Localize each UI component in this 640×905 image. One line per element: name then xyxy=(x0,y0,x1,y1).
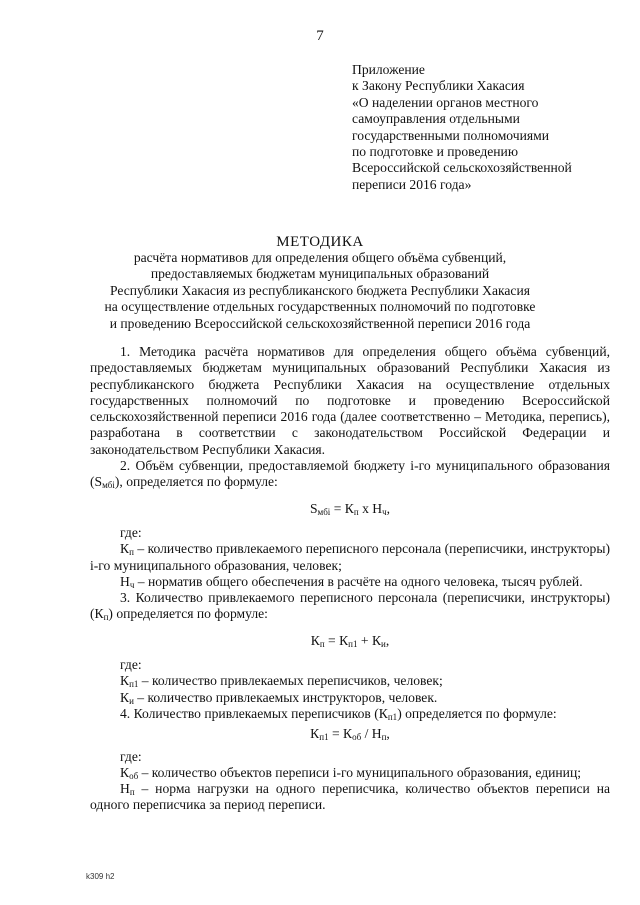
subtitle-line: предоставляемых бюджетам муниципальных образований xyxy=(150,266,490,282)
document-title: МЕТОДИКА xyxy=(276,234,364,250)
paragraph-3: 3. Количество привлекаемого переписного персонала (переписчики, инструкторы) $(К_п)$ определяется по формуле: xyxy=(90,590,610,623)
footer-code: k309 h2 xyxy=(86,872,115,881)
subtitle-line: расчёта нормативов для определения общего объёма субвенций, xyxy=(133,250,507,265)
appendix-line: «О наделении органов местного xyxy=(352,94,539,110)
definition-kp: $К_п$ – количество привлекаемого переписного персонала (переписчики, инструкторы) i-го муниципального образования, человек; xyxy=(90,541,610,573)
paragraph-2: 2. Объём субвенции, предоставляемой бюджету i-го муниципального образования $(S_{мбi})$, определяется по формуле: xyxy=(90,458,610,491)
paragraph-1: 1. Методика расчёта нормативов для определения общего объёма субвенций, предоставляемых бюджетам муниципальных образований Республики Хакасия из республиканского бюджета Республики Хакасия на осуществление отдельных государственных полномочий по подготовке и проведению Всероссийской сельскохозяйственной переписи 2016 года (далее соответственно – Методика, перепись), разработана в соответствии с законодательством Российской Федерации и законодательством Республики Хакасия. xyxy=(90,344,610,457)
appendix-header xyxy=(352,62,634,193)
formula-enumerators: $К_{п1} = К_{об} / Н_п$, xyxy=(310,726,390,743)
appendix-line: государственными полномочиями xyxy=(352,127,549,143)
appendix-line: по подготовке и проведению xyxy=(352,144,518,160)
subtitle-line: и проведению Всероссийской сельскохозяйственной переписи 2016 года xyxy=(109,315,531,331)
appendix-line: самоуправления отдельными xyxy=(352,111,520,127)
formula-subvention: $S_{мбi} = К_п$ х $Н_ч$, xyxy=(309,500,391,517)
page-number: 7 xyxy=(316,28,324,44)
appendix-line: переписи 2016 года» xyxy=(352,176,472,192)
definition-np: $Н_п$ – норма нагрузки на одного переписчика, количество объектов переписи на одного переписчика за период переписи. xyxy=(90,781,610,813)
where-label: где: xyxy=(120,748,142,764)
document-body xyxy=(90,344,610,814)
definition-kp1: $К_{п1}$ – количество привлекаемых переписчиков, человек; xyxy=(120,673,443,690)
subtitle-line: на осуществление отдельных государственных полномочий по подготовке xyxy=(104,299,536,315)
document-subtitle xyxy=(70,250,570,332)
subtitle-line: Республики Хакасия из республиканского бюджета Республики Хакасия xyxy=(109,282,530,298)
appendix-line: Приложение xyxy=(352,62,425,77)
definition-ki: $К_и$ – количество привлекаемых инструкторов, человек. xyxy=(120,689,438,706)
appendix-line: к Закону Республики Хакасия xyxy=(352,78,525,94)
formula-personnel: $К_п = К_{п1} + К_и$, xyxy=(310,632,390,649)
definition-kob: $К_{об}$ – количество объектов переписи i-го муниципального образования, единиц; xyxy=(120,764,581,781)
where-label: где: xyxy=(120,524,142,540)
paragraph-4: 4. Количество привлекаемых переписчиков $(К_{п1})$ определяется по формуле: xyxy=(120,705,557,722)
where-label: где: xyxy=(120,657,142,673)
appendix-line: Всероссийской сельскохозяйственной xyxy=(352,160,572,176)
definition-nch: $Н_ч$ – норматив общего обеспечения в расчёте на одного человека, тысяч рублей. xyxy=(120,573,583,590)
